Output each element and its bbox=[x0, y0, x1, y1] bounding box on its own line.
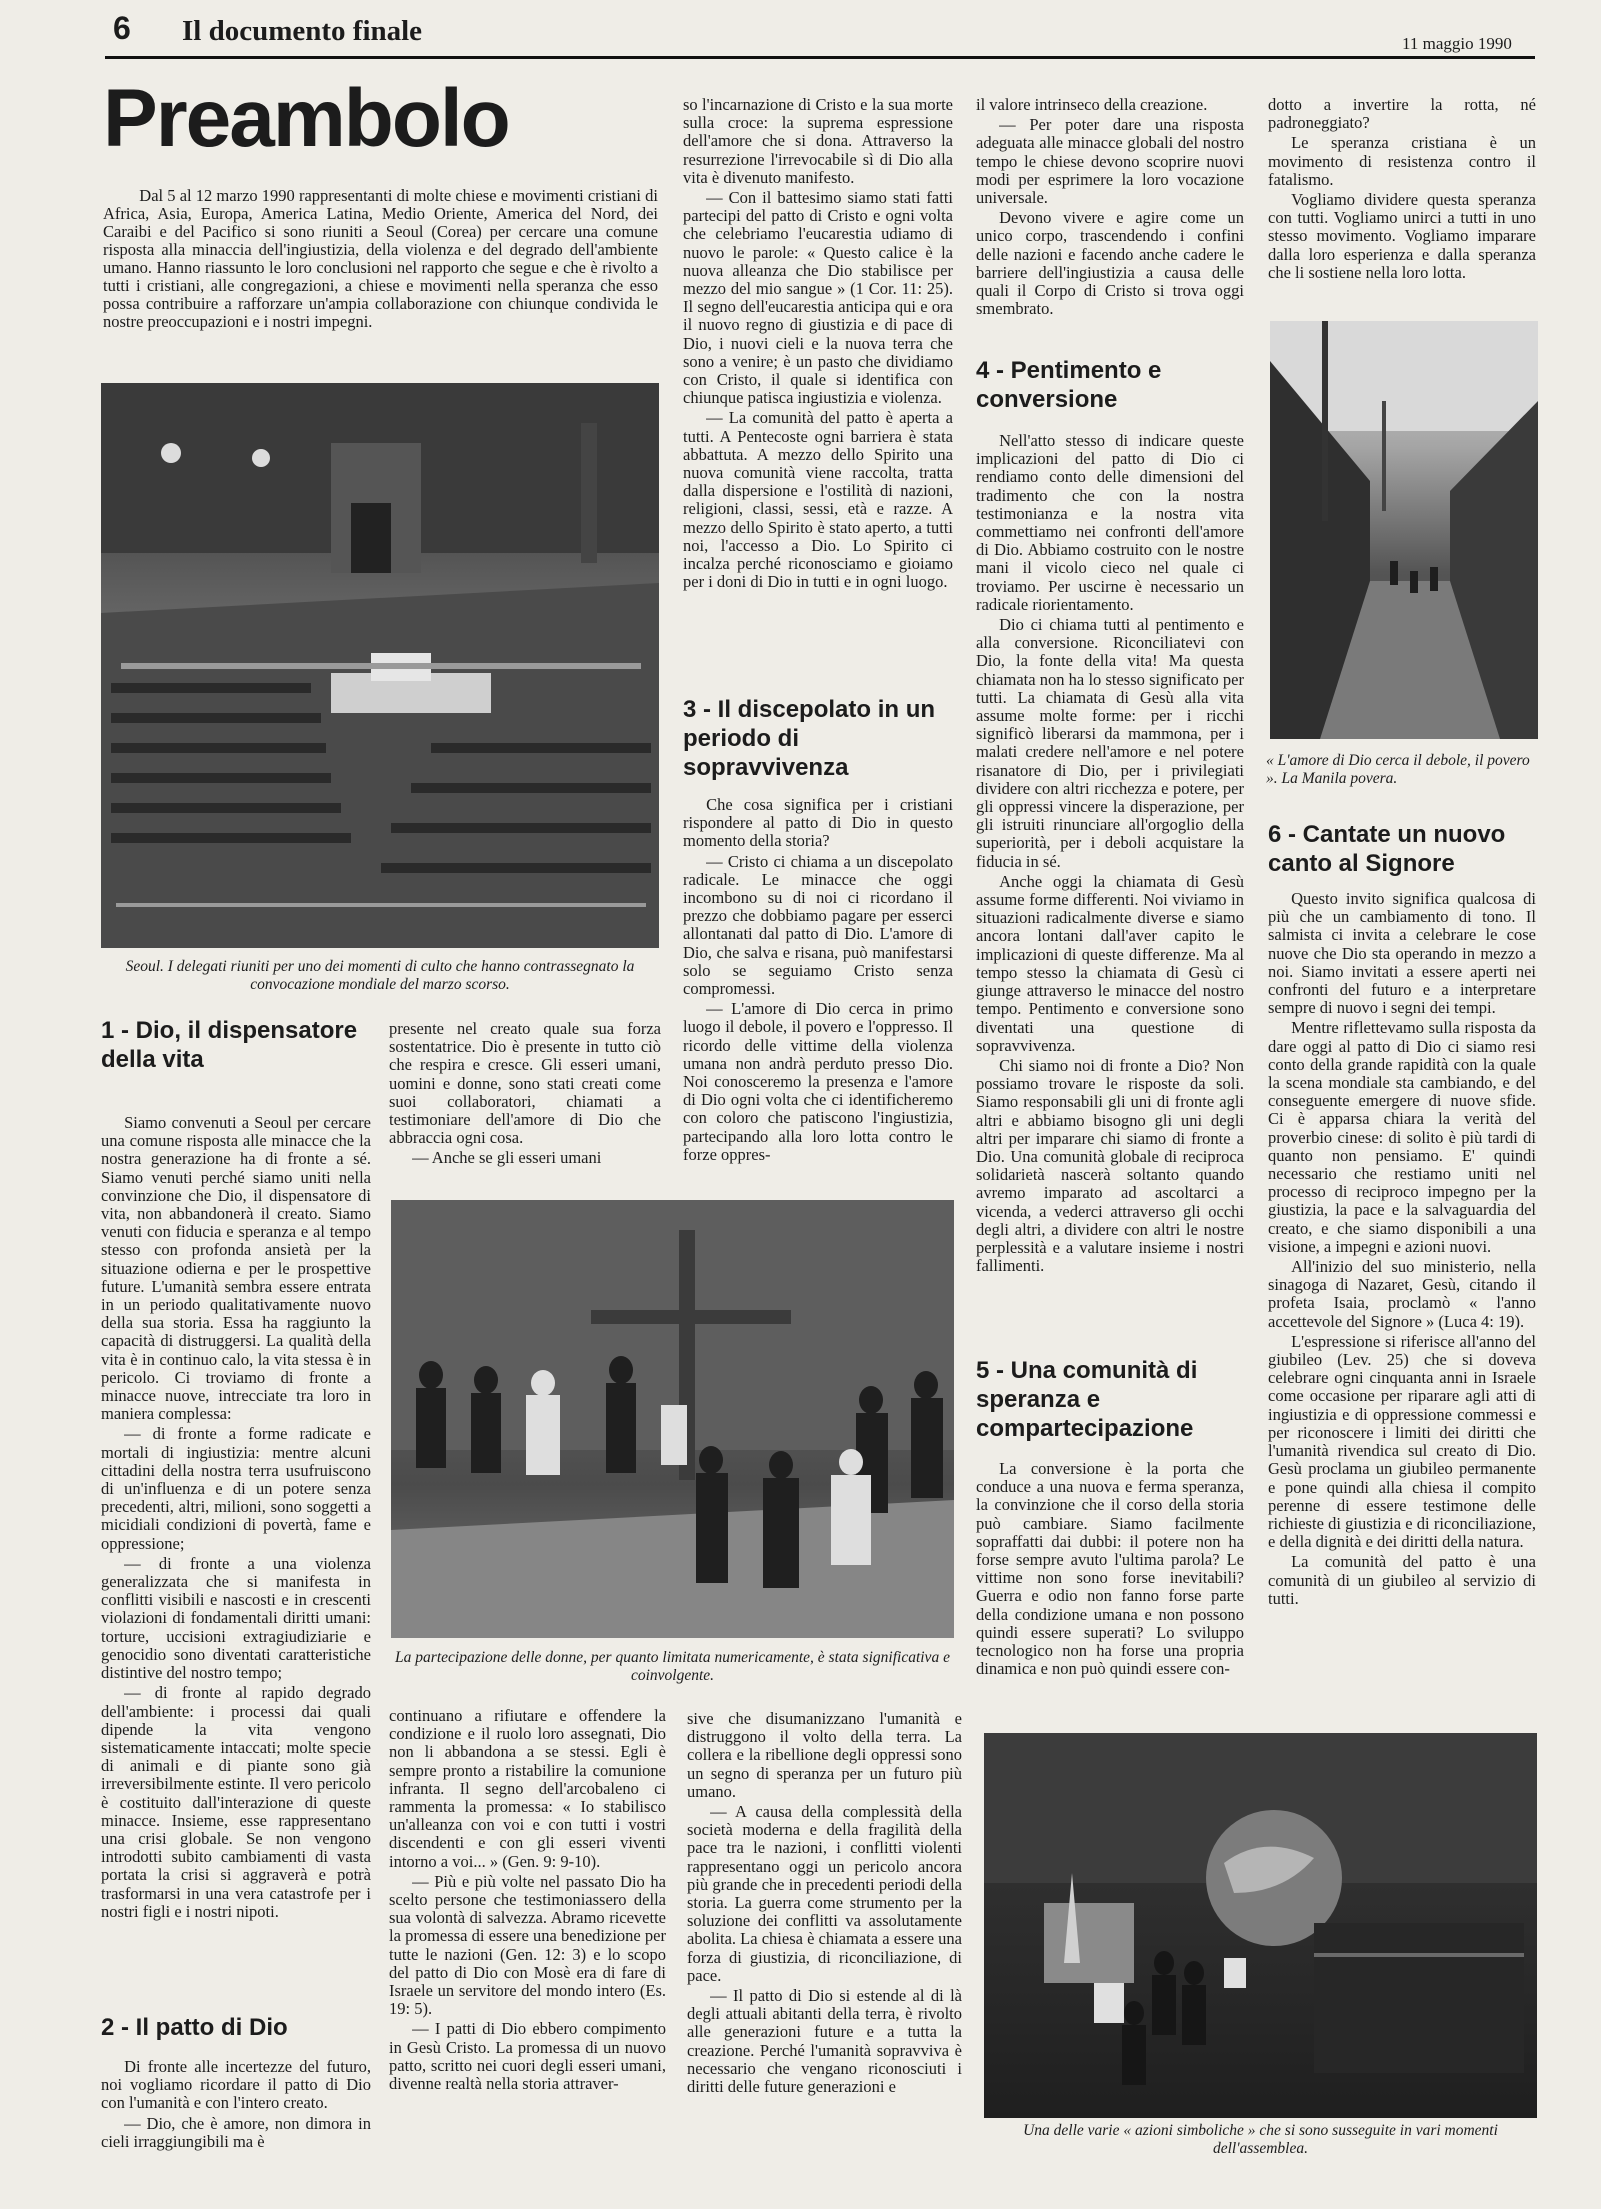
column-1-body bbox=[101, 1114, 371, 1973]
heading-section-1: 1 - Dio, il dispensatore della vita bbox=[101, 1017, 358, 1073]
paragraph: presente nel creato quale sua forza sostentatrice. Dio è presente in tutto ciò che respira e cresce. Gli esseri umani, uomini e donne, sono stati creati come suoi collaboratori, chiamati a testimoniare dell'amore di Dio che abbraccia ogni cosa. bbox=[389, 1020, 661, 1148]
paragraph: — Più e più volte nel passato Dio ha scelto persone che testimoniassero della sua volontà di salvezza. Abramo ricevette la promessa di essere una benedizione per tutte le nazioni (Gen. 12: 3) e lo scopo del patto di Dio con Mosè era di fare di Israele un servitore del mondo intero (Es. 19: 5). bbox=[389, 1871, 666, 2019]
caption-manila: « L'amore di Dio cerca il debole, il povero ». La Manila povera. bbox=[1266, 752, 1530, 787]
paragraph: — di fronte a forme radicate e mortali di ingiustizia: mentre alcuni cittadini della nostra terra usufruiscono di un'influenza e di un potere senza precedenti, altri, milioni, sono soggetti a micidiali condizioni di povertà, fame e oppressione; bbox=[101, 1424, 371, 1553]
issue-date: 11 maggio 1990 bbox=[1402, 34, 1512, 53]
paragraph: Siamo convenuti a Seoul per cercare una comune risposta alle minacce che la nostra generazione ha di fronte a sé. Siamo venuti perché siamo uniti nella convinzione che Dio, il dispensatore di vita, non abbandonerà il creato. Siamo venuti con fiducia e speranza e al tempo stesso con profonda ansietà per la situazione odierna e per le prospettive future. L'umanità sembra essere entrata in un periodo qualitativamente nuovo della sua storia. Essa ha raggiunto la capacità di distruggersi. La qualità della vita è in continuo calo, la vita stessa è in pericolo. Ci troviamo di fronte a minacce nuove, intrecciate tra loro in maniera complessa: bbox=[101, 1114, 371, 1424]
photo-women-procession bbox=[391, 1200, 954, 1638]
section-4-body bbox=[976, 432, 1244, 1322]
column-4-top-body bbox=[976, 96, 1244, 328]
page-number: 6 bbox=[113, 10, 131, 46]
section-title: Il documento finale bbox=[182, 15, 423, 47]
heading-section-6: 6 - Cantate un nuovo canto al Signore bbox=[1268, 821, 1506, 877]
paragraph: Dio ci chiama tutti al pentimento e alla conversione. Riconciliatevi con Dio, la fonte della vita! Ma questa chiamata non ha lo stesso significato per tutti. La chiamata di Gesù alla vita assume molte forme: per i ricchi significò liberarsi da mammona, per i malati credere nell'amore e nel potere risanatore di Dio, per i privilegiati dividere con altri ricchezza e potere, per gli oppressi vincere la disperazione, per gli istruiti rinunciare all'orgoglio della superiorità, per i deboli acquistare la fiducia in sé. bbox=[976, 615, 1244, 871]
paragraph: Anche oggi la chiamata di Gesù assume forme differenti. Noi viviamo in situazioni radicalmente diverse e siamo ancora lontani dall'aver capito le implicazioni di queste differenze. Ma al tempo stesso la chiamata di Gesù ci giunge attraverso le minacce del nostro tempo. Pentimento e conversione sono diventati una questione di sopravvivenza. bbox=[976, 871, 1244, 1055]
caption-women: La partecipazione delle donne, per quanto limitata numericamente, è stata significativa e coinvolgente. bbox=[395, 1649, 950, 1684]
section-5-body bbox=[976, 1460, 1244, 1703]
section-2-body bbox=[101, 2058, 371, 2188]
column-3-top-body bbox=[683, 96, 953, 681]
paragraph: il valore intrinseco della creazione. bbox=[976, 96, 1208, 114]
paragraph: sive che disumanizzano l'umanità e distruggono il volto della terra. La collera e la ribellione degli oppressi sono un segno di speranza per un futuro più umano. bbox=[687, 1710, 962, 1801]
assembly-hall-illustration bbox=[101, 383, 659, 948]
column-3-bottom-body bbox=[687, 1710, 962, 2188]
paragraph: — Dio, che è amore, non dimora in cieli irraggiungibili ma è bbox=[101, 2113, 371, 2151]
paragraph: L'espressione si riferisce all'anno del giubileo (Lev. 25) che si doveva celebrare ogni cinquanta anni in Israele come occasione per riparare agli atti di ingiustizia e di oppressione commessi e per riconoscere i limiti dei diritti che l'umanità rivendica sul creato di Dio. Gesù proclama un giubileo permanente e pone quindi alla chiesa il compito perenne di essere testimone delle richieste di giustizia e di riconciliazione, e della dignità e dei diritti della natura. bbox=[1268, 1331, 1536, 1552]
paragraph: continuano a rifiutare e offendere la condizione e il ruolo loro assegnati, Dio non li abbandona a se stessi. Egli è sempre pronto a ristabilire la comunione infranta. Il segno dell'arcobaleno ci rammenta la promessa: « Io stabilisco un'alleanza con voi e con tutti i vostri discendenti e con gli esseri viventi intorno a voi... » (Gen. 9: 9-10). bbox=[389, 1707, 666, 1871]
paragraph: Mentre riflettevamo sulla risposta da dare oggi al patto di Dio ci siamo resi conto della grande rapidità con la quale la scena mondiale sta cambiando, e del conseguente emergere di nuove sfide. Ci è apparsa chiara la verità del proverbio cinese: di solito è più tardi di quanto non pensiamo. E' quindi necessario che restiamo uniti nel processo di reciproco impegno per la giustizia, la pace e la salvaguardia del creato, e che siamo disponibili a una visione, a impegni e azioni nuovi. bbox=[1268, 1018, 1536, 1256]
caption-seoul: Seoul. I delegati riuniti per uno dei momenti di culto che hanno contrassegnato la convocazione mondiale del marzo scorso. bbox=[125, 958, 635, 993]
paragraph: Nell'atto stesso di indicare queste implicazioni del patto di Dio ci rendiamo conto delle dimensioni del tradimento che con la nostra testimonianza e la nostra vita commettiamo nei confronti dell'amore di Dio. Abbiamo costruito con le nostre mani il vicolo cieco nel quale ci troviamo. Per uscirne è necessario un radicale riorientamento. bbox=[976, 432, 1244, 614]
paragraph: — Anche se gli esseri umani bbox=[412, 1148, 602, 1168]
heading-section-2: 2 - Il patto di Dio bbox=[101, 2014, 288, 2041]
heading-section-4: 4 - Pentimento e conversione bbox=[976, 357, 1162, 413]
column-2-bottom-body bbox=[389, 1707, 666, 2187]
paragraph: La comunità del patto è una comunità di un giubileo al servizio di tutti. bbox=[1268, 1552, 1536, 1608]
paragraph: Vogliamo dividere questa speranza con tutti. Vogliamo unirci a tutti in uno stesso movimento. Vogliamo imparare dalla loro esperienza e dalla speranza che li sostiene nella loro lotta. bbox=[1268, 190, 1536, 282]
photo-manila bbox=[1270, 321, 1538, 739]
section-6-body bbox=[1268, 890, 1536, 1705]
paragraph: Devono vivere e agire come un unico corpo, trascendendo i confini delle nazioni e facendo anche cadere le barriere dell'ingiustizia a causa delle quali il Corpo di Cristo si trova oggi smembrato. bbox=[976, 208, 1244, 319]
photo-symbolic-action bbox=[984, 1733, 1537, 2118]
intro-text: Dal 5 al 12 marzo 1990 rappresentanti di molte chiese e movimenti cristiani di Africa, Asia, Europa, America Latina, Medio Oriente, America del Nord, dei Caraibi e del Pacifico si sono riuniti a Seoul (Corea) per cercare una comune risposta alla minaccia dell'ingiustizia, della violenza e del degrado dell'ambiente umano. Hanno riassunto le loro conclusioni nel rapporto che segue e che è rivolto a tutti i cristiani, alle congregazioni, a chiese e movimenti nella speranza che esso possa contribuire a rafforzare un'ampia collaborazione con chiunque condivida le nostre preoccupazioni e i nostri impegni. bbox=[103, 186, 658, 331]
symbolic-action-illustration bbox=[984, 1733, 1537, 2118]
heading-section-5: 5 - Una comunità di speranza e compartecipazione bbox=[976, 1357, 1198, 1442]
paragraph: — La comunità del patto è aperta a tutti. A Pentecoste ogni barriera è stata abbattuta. A mezzo dello Spirito una nuova comunità viene raccolta, tratta dalla dispersione e l'ostilità di nazioni, religioni, classi, sessi, età e razze. A mezzo dello Spirito è stato aperto, a tutti noi, l'accesso a Dio. Lo Spirito ci incalza perché riconosciamo e gioiamo per i doni di Dio in tutti e in ogni luogo. bbox=[683, 408, 953, 592]
paragraph: Questo invito significa qualcosa di più che un cambiamento di tono. Il salmista ci invita a celebrare le cose nuove che Dio sta operando in mezzo a noi. Siamo invitati a essere aperti nei confronti del futuro e a interpretare sempre di nuovo i segni dei tempi. bbox=[1268, 890, 1536, 1018]
column-5-top-body bbox=[1268, 96, 1536, 291]
paragraph: — di fronte al rapido degrado dell'ambiente: i processi dai quali dipende la vita vengono sistematicamente intaccati; molte specie di animali e di piante sono già irreversibilmente estinte. Il vero pericolo è costituito dall'interazione di queste minacce. Insieme, esse rappresentano una crisi globale. Se non vengono introdotti subito cambiamenti di vasta portata la crisi si aggraverà e potrà trasformarsi in una vera catastrofe per i nostri figli e i nostri nipoti. bbox=[101, 1683, 371, 1921]
paragraph: — Cristo ci chiama a un discepolato radicale. Le minacce che oggi incombono su di noi ci ricordano il prezzo che dobbiamo pagare per esserci allontanati dal patto di Dio. L'amore di Dio, che salva e risana, può manifestarsi solo se seguiamo Cristo senza compromessi. bbox=[683, 851, 953, 999]
paragraph: — I patti di Dio ebbero compimento in Gesù Cristo. La promessa di un nuovo patto, scritto nei cuori degli esseri umani, divenne realtà nella storia attraver- bbox=[389, 2019, 666, 2094]
paragraph: — L'amore di Dio cerca in primo luogo il debole, il povero e l'oppresso. Il ricordo delle vittime della violenza umana non andrà perduto presso Dio. Noi conosceremo la presenza e l'amore di Dio ogni volta che ci identificheremo con coloro che patiscono l'ingiustizia, partecipando alla loro lotta contro le forze oppres- bbox=[683, 999, 953, 1164]
photo-seoul-assembly bbox=[101, 383, 659, 948]
column-2-top-body bbox=[389, 1020, 661, 1170]
caption-symbolic-action: Una delle varie « azioni simboliche » che si sono susseguite in vari momenti dell'assemblea. bbox=[1023, 2122, 1498, 2157]
manila-street-illustration bbox=[1270, 321, 1538, 739]
paragraph: dotto a invertire la rotta, né padroneggiato? bbox=[1268, 96, 1536, 133]
paragraph: so l'incarnazione di Cristo e la sua morte sulla croce: la suprema espressione dell'amore che si dona. Attraverso la resurrezione l'irrevocabile sì di Dio alla vita è divenuto manifesto. bbox=[683, 96, 953, 187]
paragraph: — Il patto di Dio si estende al di là degli attuali abitanti della terra, è rivolto alle generazioni future e a tutta la creazione. Perché l'umanità sopravviva è necessario che vengano riconosciuti i diritti delle future generazioni e bbox=[687, 1986, 962, 2097]
intro-paragraph bbox=[103, 187, 658, 362]
procession-illustration bbox=[391, 1200, 954, 1638]
paragraph: — di fronte a una violenza generalizzata che si manifesta in conflitti visibili e nascosti e in crescenti violazioni di fondamentali diritti umani: torture, uccisioni extragiudiziarie e genocidio sono diventati caratteristiche distintive del nostro tempo; bbox=[101, 1553, 371, 1683]
paragraph: La conversione è la porta che conduce a una nuova e ferma speranza, la convinzione che il corso della storia può cambiare. Siamo facilmente sopraffatti dai dubbi: il potere non ha forse sempre avuto l'ultima parola? Le vittime non sono forse inevitabili? Guerra e odio non fanno forse parte della condizione umana e non possono quindi essere superati? Lo sviluppo tecnologico non ha forse una propria dinamica e non può quindi essere con- bbox=[976, 1460, 1244, 1679]
paragraph: All'inizio del suo ministerio, nella sinagoga di Nazaret, Gesù, citando il profeta Isaia, proclamò « l'anno accettevole del Signore » (Luca 4: 19). bbox=[1268, 1257, 1536, 1331]
section-3-body bbox=[683, 796, 953, 1183]
header-rule bbox=[105, 56, 1535, 59]
article-title: Preambolo bbox=[103, 73, 509, 164]
paragraph: — A causa della complessità della società moderna e della fragilità della pace tra le nazioni, i conflitti violenti rappresentano oggi un pericolo ancora più grande che in precedenti periodi della storia. La guerra come strumento per la soluzione dei conflitti va assolutamente abolita. La chiesa è chiamata a essere una forza di giustizia, di riconciliazione, di pace. bbox=[687, 1802, 962, 1985]
paragraph: Chi siamo noi di fronte a Dio? Non possiamo trovare le risposte da soli. Siamo responsabili gli uni di fronte agli altri e abbiamo bisogno gli uni degli altri per imparare chi siamo di fronte a Dio. Una comunità globale di reciproca solidarietà nascerà soltanto quando avremo imparato ad ascoltarci a vicenda, a vederci attraverso gli occhi degli altri, a dividere con altri le nostre perplessità e a valutare insieme i nostri fallimenti. bbox=[976, 1055, 1244, 1276]
paragraph: Di fronte alle incertezze del futuro, noi vogliamo ricordare il patto di Dio con l'umanità e con l'intero creato. bbox=[101, 2058, 371, 2113]
paragraph: Le speranza cristiana è un movimento di resistenza contro il fatalismo. bbox=[1268, 133, 1536, 189]
heading-section-3: 3 - Il discepolato in un periodo di sopravvivenza bbox=[683, 696, 936, 781]
paragraph: — Con il battesimo siamo stati fatti partecipi del patto di Cristo e ogni volta che celebriamo l'eucarestia udiamo di nuovo le parole: « Questo calice è la nuova alleanza che Dio stabilisce per mezzo del mio sangue » (1 Cor. 11: 25). Il segno dell'eucarestia anticipa qui e ora il nuovo regno di giustizia e di pace di Dio, i nuovi cieli e la nuova terra che sono a venire; è un pasto che dividiamo con Cristo, il quale si identifica con chiunque patisca ingiustizia e violenza. bbox=[683, 188, 953, 408]
paragraph: Che cosa significa per i cristiani rispondere al patto di Dio in questo momento della storia? bbox=[683, 796, 953, 851]
paragraph: — Per poter dare una risposta adeguata alle minacce globali del nostro tempo le chiese devono scoprire nuovi modi per esprimere la loro vocazione universale. bbox=[976, 115, 1244, 208]
